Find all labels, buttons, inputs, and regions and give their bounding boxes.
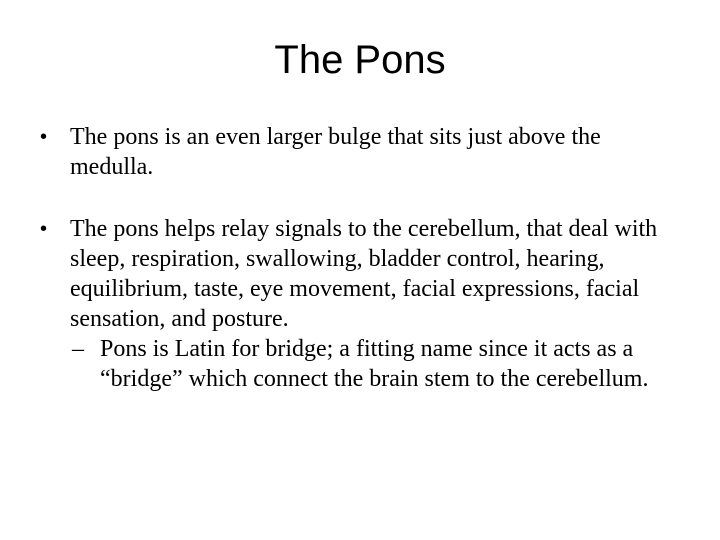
sub-bullet-item (36, 334, 686, 394)
slide-title: The Pons (274, 38, 446, 82)
dash-marker-icon: – (72, 336, 84, 362)
bullet-item (36, 122, 686, 182)
bullet-marker-icon: • (40, 126, 48, 148)
bullet-item (36, 214, 686, 334)
sub-bullet-text: Pons is Latin for bridge; a fitting name since it acts as a “bridge” which connect the brain stem to the cerebellum. (100, 336, 649, 392)
slide-body (36, 122, 686, 394)
bullet-marker-icon: • (40, 218, 48, 240)
bullet-text: The pons helps relay signals to the cerebellum, that deal with sleep, respiration, swallowing, bladder control, hearing, equilibrium, taste, eye movement, facial expressions, facial sensation, and posture. (70, 216, 658, 332)
bullet-text: The pons is an even larger bulge that sits just above the medulla. (70, 124, 601, 180)
